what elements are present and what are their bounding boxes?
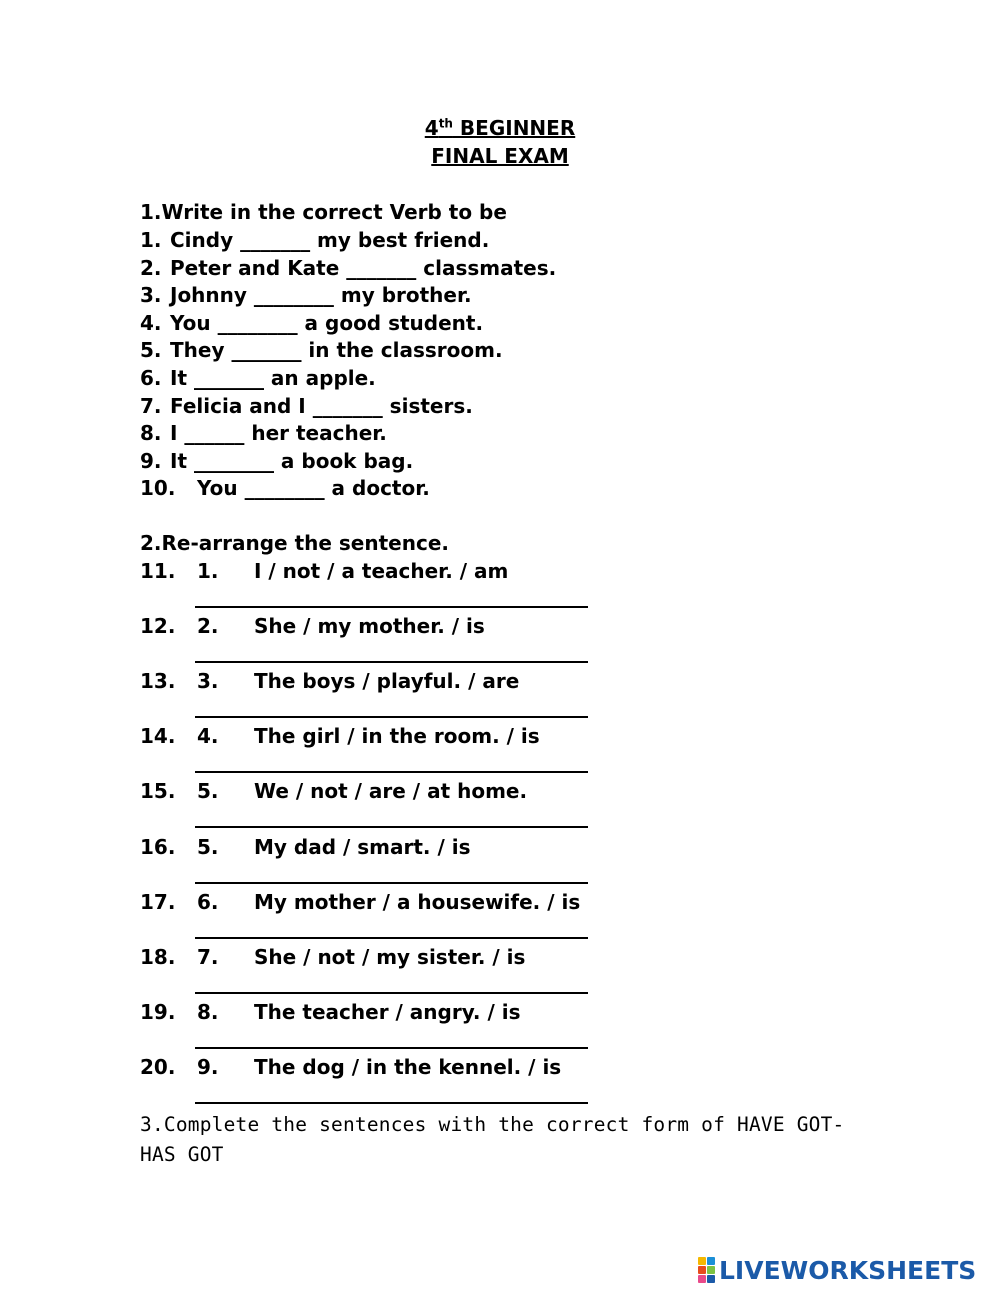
- item-text[interactable]: You ________ a good student.: [170, 310, 484, 335]
- exercise-item: [140, 476, 430, 500]
- sub-number: 9.: [197, 1054, 219, 1079]
- section2-heading: 2.Re-arrange the sentence.: [140, 531, 449, 555]
- item-number: 18.: [140, 944, 176, 969]
- exercise-item: [140, 283, 472, 307]
- sub-number: 3.: [197, 669, 219, 694]
- page-subtitle: FINAL EXAM: [431, 144, 569, 168]
- scrambled-sentence: The teacher / angry. / is: [254, 999, 521, 1024]
- answer-blank[interactable]: [195, 826, 588, 828]
- item-number: 20.: [140, 1054, 176, 1079]
- sub-number: 5.: [197, 779, 219, 804]
- page-title: 4th BEGINNER: [424, 116, 576, 140]
- scrambled-sentence: We / not / are / at home.: [254, 779, 528, 804]
- scrambled-sentence: My dad / smart. / is: [254, 834, 471, 859]
- scrambled-sentence: The dog / in the kennel. / is: [254, 1054, 562, 1079]
- sub-number: 5.: [197, 834, 219, 859]
- liveworksheets-logo[interactable]: [698, 1255, 976, 1285]
- item-number: 10.: [140, 476, 176, 501]
- title-superscript: th: [438, 116, 453, 131]
- exercise-item: [140, 366, 376, 390]
- answer-blank[interactable]: [195, 992, 588, 994]
- answer-blank[interactable]: [195, 716, 588, 718]
- item-number: 1.: [140, 228, 162, 252]
- answer-blank[interactable]: [195, 661, 588, 663]
- logo-square: [707, 1257, 715, 1265]
- item-number: 17.: [140, 889, 176, 914]
- exercise-item: [140, 338, 503, 362]
- exercise-item: [140, 256, 556, 280]
- item-number: 5.: [140, 338, 162, 363]
- exercise-item: [140, 311, 483, 335]
- item-number: 8.: [140, 421, 162, 446]
- scrambled-sentence: The girl / in the room. / is: [254, 724, 540, 749]
- item-number: 3.: [140, 283, 162, 308]
- sub-number: 6.: [197, 889, 219, 914]
- item-text[interactable]: Felicia and I _______ sisters.: [170, 393, 473, 418]
- item-number: 4.: [140, 310, 162, 335]
- answer-blank[interactable]: [195, 1047, 588, 1049]
- exercise-item: [140, 228, 489, 252]
- scrambled-sentence: She / not / my sister. / is: [254, 944, 526, 969]
- exercise-item: [140, 394, 473, 418]
- item-number: 9.: [140, 448, 162, 473]
- answer-blank[interactable]: [195, 882, 588, 884]
- answer-blank[interactable]: [195, 606, 588, 608]
- answer-blank[interactable]: [195, 1102, 588, 1104]
- scrambled-sentence: The boys / playful. / are: [254, 669, 520, 694]
- section1-heading: 1.Write in the correct Verb to be: [140, 200, 507, 224]
- exercise-item: [140, 449, 413, 473]
- item-number: 15.: [140, 779, 176, 804]
- sub-number: 7.: [197, 944, 219, 969]
- item-number: 14.: [140, 724, 176, 749]
- item-number: 13.: [140, 669, 176, 694]
- item-text[interactable]: You ________ a doctor.: [197, 476, 430, 501]
- scrambled-sentence: My mother / a housewife. / is: [254, 889, 581, 914]
- logo-text: LIVEWORKSHEETS: [719, 1255, 977, 1285]
- item-text[interactable]: It ________ a book bag.: [170, 448, 414, 473]
- logo-square: [698, 1275, 706, 1283]
- answer-blank[interactable]: [195, 771, 588, 773]
- sub-number: 4.: [197, 724, 219, 749]
- scrambled-sentence: I / not / a teacher. / am: [254, 559, 509, 583]
- logo-squares-icon: [698, 1257, 715, 1283]
- sub-number: 8.: [197, 999, 219, 1024]
- logo-square: [707, 1266, 715, 1274]
- item-text[interactable]: Peter and Kate _______ classmates.: [170, 255, 557, 280]
- item-text[interactable]: I ______ her teacher.: [170, 421, 387, 446]
- item-text[interactable]: Johnny ________ my brother.: [170, 283, 472, 308]
- item-number: 19.: [140, 999, 176, 1024]
- logo-square: [698, 1266, 706, 1274]
- answer-blank[interactable]: [195, 937, 588, 939]
- item-number: 2.: [140, 255, 162, 280]
- item-text[interactable]: They _______ in the classroom.: [170, 338, 503, 363]
- item-text[interactable]: It _______ an apple.: [170, 366, 376, 390]
- item-number: 7.: [140, 393, 162, 418]
- item-number: 11.: [140, 559, 176, 583]
- section3-heading: 3.Complete the sentences with the correct form of HAVE GOT-HAS GOT: [140, 1113, 845, 1166]
- logo-square: [707, 1275, 715, 1283]
- exercise-item: [140, 421, 387, 445]
- item-number: 16.: [140, 834, 176, 859]
- item-text[interactable]: Cindy _______ my best friend.: [170, 228, 490, 252]
- sub-number: 1.: [197, 559, 219, 583]
- sub-number: 2.: [197, 614, 219, 639]
- logo-square: [698, 1257, 706, 1265]
- scrambled-sentence: She / my mother. / is: [254, 614, 485, 639]
- item-number: 12.: [140, 614, 176, 639]
- item-number: 6.: [140, 366, 162, 390]
